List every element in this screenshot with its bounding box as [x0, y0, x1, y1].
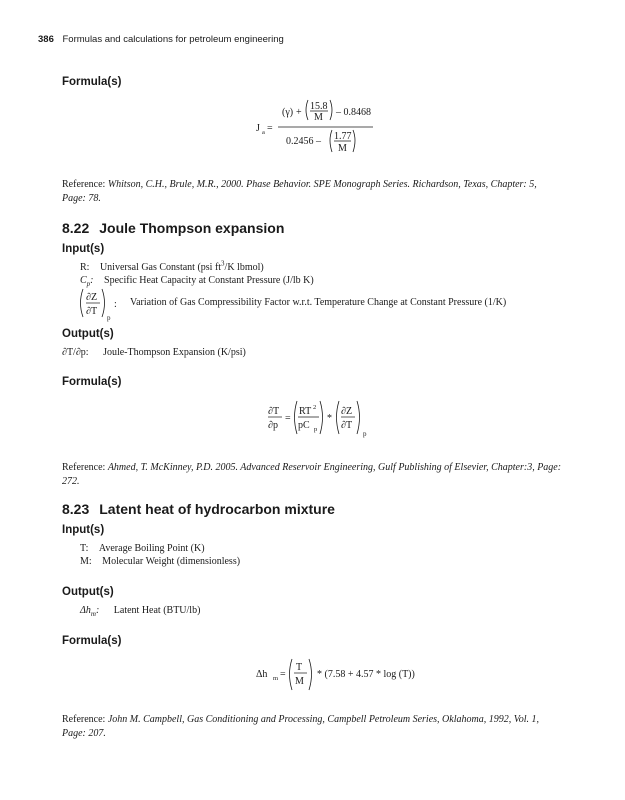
formula-latent-heat — [254, 656, 415, 696]
eq-minus-const: – 0.8468 — [336, 107, 371, 118]
output-symbol: ∂T/∂p: — [62, 347, 89, 358]
eq-n2: 1.77 — [334, 131, 352, 142]
reference-label: Reference: — [62, 714, 106, 725]
output-description: Latent Heat (BTU/lb) — [113, 605, 201, 616]
eq-m2: M — [338, 143, 347, 154]
section-heading-8-22 — [62, 220, 284, 236]
inputs-heading-8-23: Input(s) — [62, 524, 105, 536]
deriv-colon: : — [114, 299, 117, 310]
input-symbol: $C_p$: — [80, 275, 94, 288]
reference-text: Whitson, C.H., Brule, M.R., 2000. Phase Behavior. SPE Monograph Series. Richardson, Texas, Chapter: 5, Page: 78. — [62, 179, 537, 204]
outputs-heading-8-22: Output(s) — [62, 328, 114, 340]
reference-text: John M. Campbell, Gas Conditioning and Processing, Campbell Petroleum Series, Oklahoma, 1992, Vol. 1, Page: 207. — [62, 714, 539, 739]
lh-lhs: Δh — [256, 669, 268, 680]
output-symbol: $\Delta h_m$: — [80, 605, 100, 618]
reference-1 — [62, 178, 562, 206]
section-title: Latent heat of hydrocarbon mixture — [99, 501, 335, 517]
eq-plus: + — [296, 107, 302, 118]
jt-pc-sub: p — [314, 426, 318, 433]
section-heading-8-23 — [62, 501, 335, 517]
section-number: 8.22 — [62, 220, 90, 236]
input-row-dzdt: Variation of Gas Compressibility Factor w.r.t. Temperature Change at Constant Pressure (1/K) — [130, 297, 507, 308]
outputs-heading-8-23: Output(s) — [62, 586, 114, 598]
jt-lhs-num: ∂T — [268, 406, 280, 417]
deriv-den: ∂T — [86, 306, 98, 317]
eq-n1: 15.8 — [310, 101, 328, 112]
formula-heading-8-22: Formula(s) — [62, 376, 122, 388]
jt-rt: RT — [299, 406, 312, 417]
eq-gamma: (γ) — [282, 107, 294, 118]
input-row-r — [80, 259, 264, 273]
input-description: Specific Heat Capacity at Constant Pressure (J/lb K) — [104, 275, 314, 286]
inputs-heading-8-22: Input(s) — [62, 243, 105, 255]
input-symbol: R: — [80, 262, 90, 273]
reference-label: Reference: — [62, 462, 106, 473]
reference-text: Ahmed, T. McKinney, P.D. 2005. Advanced Reservoir Engineering, Gulf Publishing of Elsevier, Chapter:3, Page: 272. — [62, 462, 562, 487]
input-row-m — [80, 556, 240, 567]
output-description: Joule-Thompson Expansion (K/psi) — [103, 347, 246, 358]
lh-m: M — [295, 676, 304, 687]
jt-sub-p: p — [363, 430, 367, 438]
input-description: Average Boiling Point (K) — [98, 543, 205, 554]
formula-ja — [250, 96, 380, 158]
reference-8-22 — [62, 461, 562, 489]
output-row-jt — [62, 347, 246, 358]
input-symbol: M: — [80, 556, 92, 567]
running-header — [38, 34, 284, 45]
svg-text:=: = — [267, 123, 273, 134]
jt-rt-sup: 2 — [313, 404, 317, 411]
formula-heading-8-23: Formula(s) — [62, 635, 122, 647]
jt-pc: pC — [298, 420, 310, 431]
page-number: 386 — [38, 34, 54, 45]
input-row-t — [80, 543, 205, 554]
formula-joule-thompson — [264, 396, 374, 442]
input-row-cp — [80, 275, 314, 286]
lh-t: T — [296, 662, 303, 673]
input-symbol: T: — [80, 543, 89, 554]
eq-lhs: J — [256, 123, 260, 134]
jt-times: * — [327, 413, 332, 424]
eq-m1: M — [314, 112, 323, 123]
jt-dz: ∂Z — [341, 406, 353, 417]
jt-lhs-den: ∂p — [268, 420, 278, 431]
output-row-dhm — [80, 605, 200, 616]
reference-label: Reference: — [62, 179, 106, 190]
deriv-num: ∂Z — [86, 292, 98, 303]
eq-lhs-sub: a — [262, 129, 265, 136]
reference-8-23 — [62, 713, 562, 741]
section-title: Joule Thompson expansion — [99, 220, 285, 236]
lh-equals: = — [280, 669, 286, 680]
section-number: 8.23 — [62, 501, 90, 517]
input-description: Universal Gas Constant (psi $ft^3/K$ lbmol) — [99, 259, 264, 273]
eq-d-const: 0.2456 – — [286, 136, 321, 147]
partial-z-t-symbol — [78, 287, 128, 323]
formula-heading-1: Formula(s) — [62, 76, 122, 88]
lh-rest: * (7.58 + 4.57 * log (T)) — [317, 669, 415, 680]
jt-dt: ∂T — [341, 420, 353, 431]
input-description: Molecular Weight (dimensionless) — [102, 556, 241, 567]
lh-lhs-sub: m — [273, 675, 279, 682]
deriv-sub: p — [107, 314, 111, 322]
jt-equals: = — [285, 413, 291, 424]
running-title: Formulas and calculations for petroleum engineering — [62, 34, 284, 45]
